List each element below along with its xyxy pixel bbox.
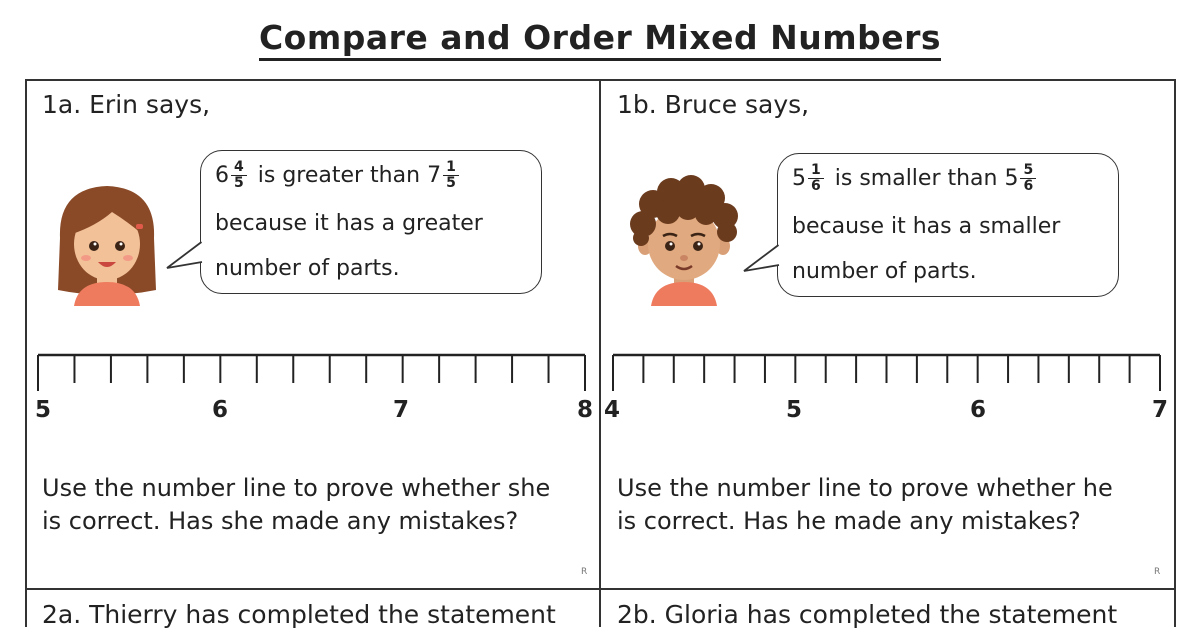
q1b-whole2: 5 [1004, 166, 1019, 191]
q1b-tick-label-3: 7 [1152, 397, 1169, 423]
q1a-prompt [42, 472, 550, 538]
q1b-bubble-line1 [792, 163, 1040, 194]
q1b-prompt [617, 472, 1113, 538]
grid-center-divider [599, 79, 601, 627]
q2a-label: 2a. Thierry has completed the statement [42, 600, 556, 629]
q1b-label: 1b. Bruce says, [617, 90, 810, 119]
q1a-tick-label-2: 7 [393, 397, 410, 423]
grid-left-border [25, 79, 27, 627]
q1b-bubble-mid-text: is smaller than [834, 166, 998, 191]
q1a-number-line [30, 345, 595, 395]
q1b-bubble-line3: number of parts. [792, 259, 977, 284]
q1a-speech-bubble [200, 150, 542, 294]
q1a-mark: R [581, 567, 588, 577]
q1a-bubble-tail [165, 238, 205, 278]
q1a-fraction2: $\frac{1}{5}$ [443, 160, 459, 191]
q2b-label: 2b. Gloria has completed the statement [617, 600, 1118, 629]
q1a-prompt-line1: Use the number line to prove whether she [42, 474, 551, 502]
page-title: Compare and Order Mixed Numbers [0, 18, 1200, 57]
q1a-label: 1a. Erin says, [42, 90, 211, 119]
q1a-whole2: 7 [427, 163, 442, 188]
q1a-bubble-line3: number of parts. [215, 256, 400, 281]
erin-avatar [50, 178, 165, 306]
q1b-tick-label-0: 4 [604, 397, 621, 423]
q1b-tick-label-2: 6 [970, 397, 987, 423]
q1b-tick-label-1: 5 [786, 397, 803, 423]
q1b-fraction2: $\frac{5}{6}$ [1020, 163, 1036, 194]
q1a-whole1: 6 [215, 163, 229, 188]
q1b-fraction1: $\frac{1}{6}$ [808, 163, 824, 194]
q1b-number-line [605, 345, 1170, 395]
q1b-mark: R [1154, 567, 1161, 577]
q1b-prompt-line2: is correct. Has he made any mistakes? [617, 507, 1081, 535]
bruce-avatar [623, 172, 745, 306]
q1a-tick-label-0: 5 [35, 397, 52, 423]
q1b-whole1: 5 [792, 166, 806, 191]
q1a-bubble-line2: because it has a greater [215, 211, 483, 236]
q1b-prompt-line1: Use the number line to prove whether he [617, 474, 1113, 502]
q1a-tick-label-3: 8 [577, 397, 594, 423]
q1a-bubble-line1 [215, 160, 463, 191]
grid-row-divider [25, 588, 1176, 590]
q1a-tick-label-1: 6 [212, 397, 229, 423]
q1b-bubble-tail [742, 241, 782, 281]
q1b-speech-bubble [777, 153, 1119, 297]
q1b-bubble-line2: because it has a smaller [792, 214, 1061, 239]
grid-right-border [1174, 79, 1176, 627]
q1a-bubble-mid-text: is greater than [257, 163, 421, 188]
q1a-fraction1: $\frac{4}{5}$ [231, 160, 247, 191]
q1a-prompt-line2: is correct. Has she made any mistakes? [42, 507, 519, 535]
